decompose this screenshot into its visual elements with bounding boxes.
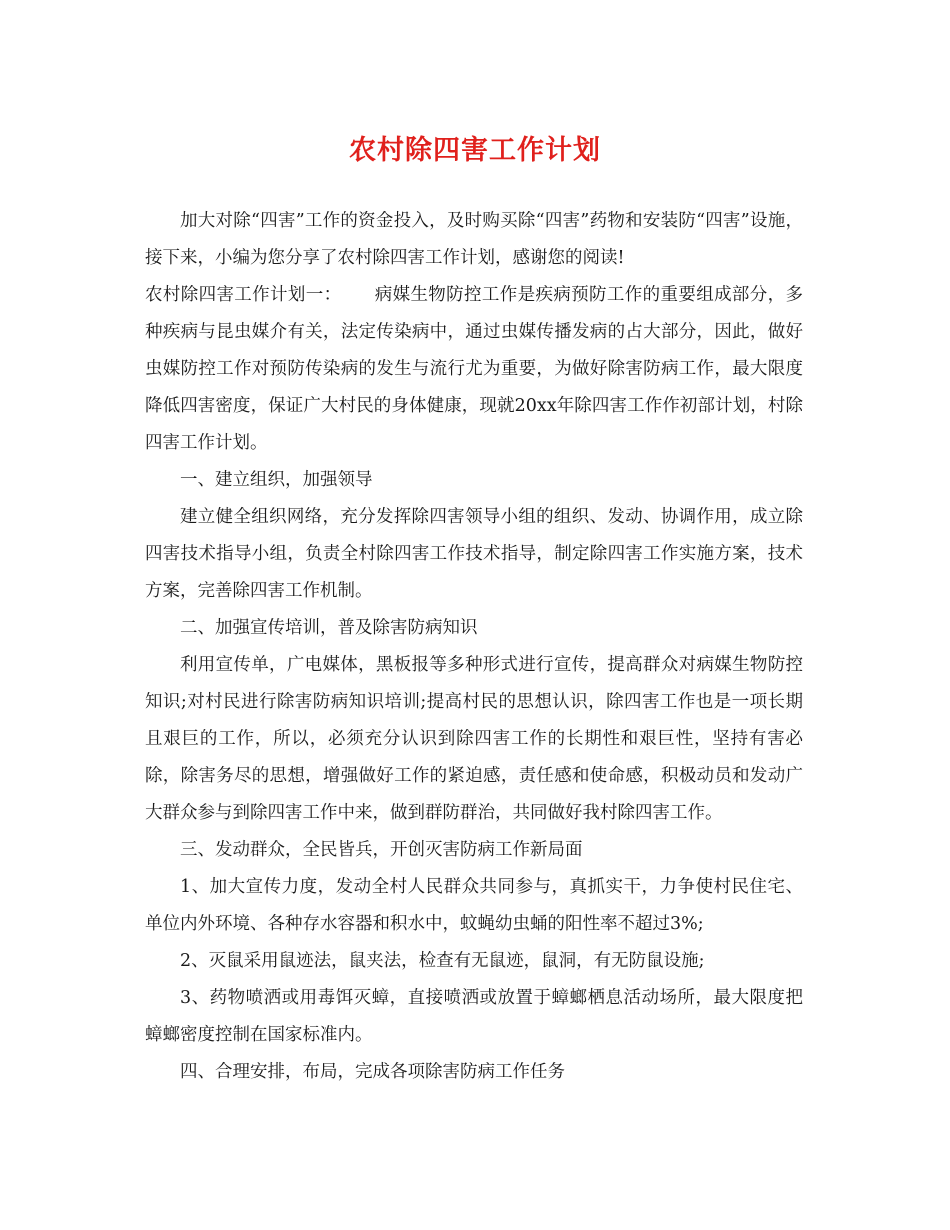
section-paragraph-1: 建立健全组织网络，充分发挥除四害领导小组的组织、发动、协调作用，成立除四害技术指导小组，负责全村除四害工作技术指导，制定除四害工作实施方案，技术方案，完善除四害工作机制。: [145, 507, 803, 601]
document-body: [145, 203, 803, 1091]
list-item-3: 3、药物喷洒或用毒饵灭蟑，直接喷洒或放置于蟑螂栖息活动场所，最大限度把蟑螂密度控制在国家标准内。: [145, 988, 803, 1045]
section-heading-3: 三、发动群众，全民皆兵，开创灭害防病工作新局面: [180, 840, 583, 860]
section-heading-2: 二、加强宣传培训，普及除害防病知识: [180, 618, 478, 638]
plan-one-label: 农村除四害工作计划一：: [145, 285, 342, 305]
plan-one-body: 病媒生物防控工作是疾病预防工作的重要组成部分，多种疾病与昆虫媒介有关，法定传染病中，通过虫媒传播发病的占大部分，因此，做好虫媒防控工作对预防传染病的发生与流行尤为重要，为做好除害防病工作，最大限度降低四害密度，保证广大村民的身体健康，现就20xx年除四害工作作初部计划，村除四害工作计划。: [145, 285, 804, 453]
section-heading-4: 四、合理安排，布局，完成各项除害防病工作任务: [180, 1062, 565, 1082]
document-title: 农村除四害工作计划: [349, 135, 601, 166]
list-item-1: 1、加大宣传力度，发动全村人民群众共同参与，真抓实干，力争使村民住宅、单位内外环境、各种存水容器和积水中，蚊蝇幼虫蛹的阳性率不超过3%;: [145, 877, 803, 934]
section-heading-1: 一、建立组织，加强领导: [180, 470, 373, 490]
section-paragraph-2: 利用宣传单，广电媒体，黑板报等多种形式进行宣传，提高群众对病媒生物防控知识;对村民进行除害防病知识培训;提高村民的思想认识，除四害工作也是一项长期且艰巨的工作，所以，必须充分认识到除四害工作的长期性和艰巨性，坚持有害必除，除害务尽的思想，增强做好工作的紧迫感，责任感和使命感，积极动员和发动广大群众参与到除四害工作中来，做到群防群治，共同做好我村除四害工作。: [145, 655, 803, 823]
intro-paragraph: 加大对除“四害”工作的资金投入，及时购买除“四害”药物和安装防“四害”设施，接下来，小编为您分享了农村除四害工作计划，感谢您的阅读!: [145, 211, 803, 268]
list-item-2: 2、灭鼠采用鼠迹法，鼠夹法，检查有无鼠迹，鼠洞，有无防鼠设施;: [180, 951, 705, 971]
plan-one-paragraph: [145, 277, 803, 462]
